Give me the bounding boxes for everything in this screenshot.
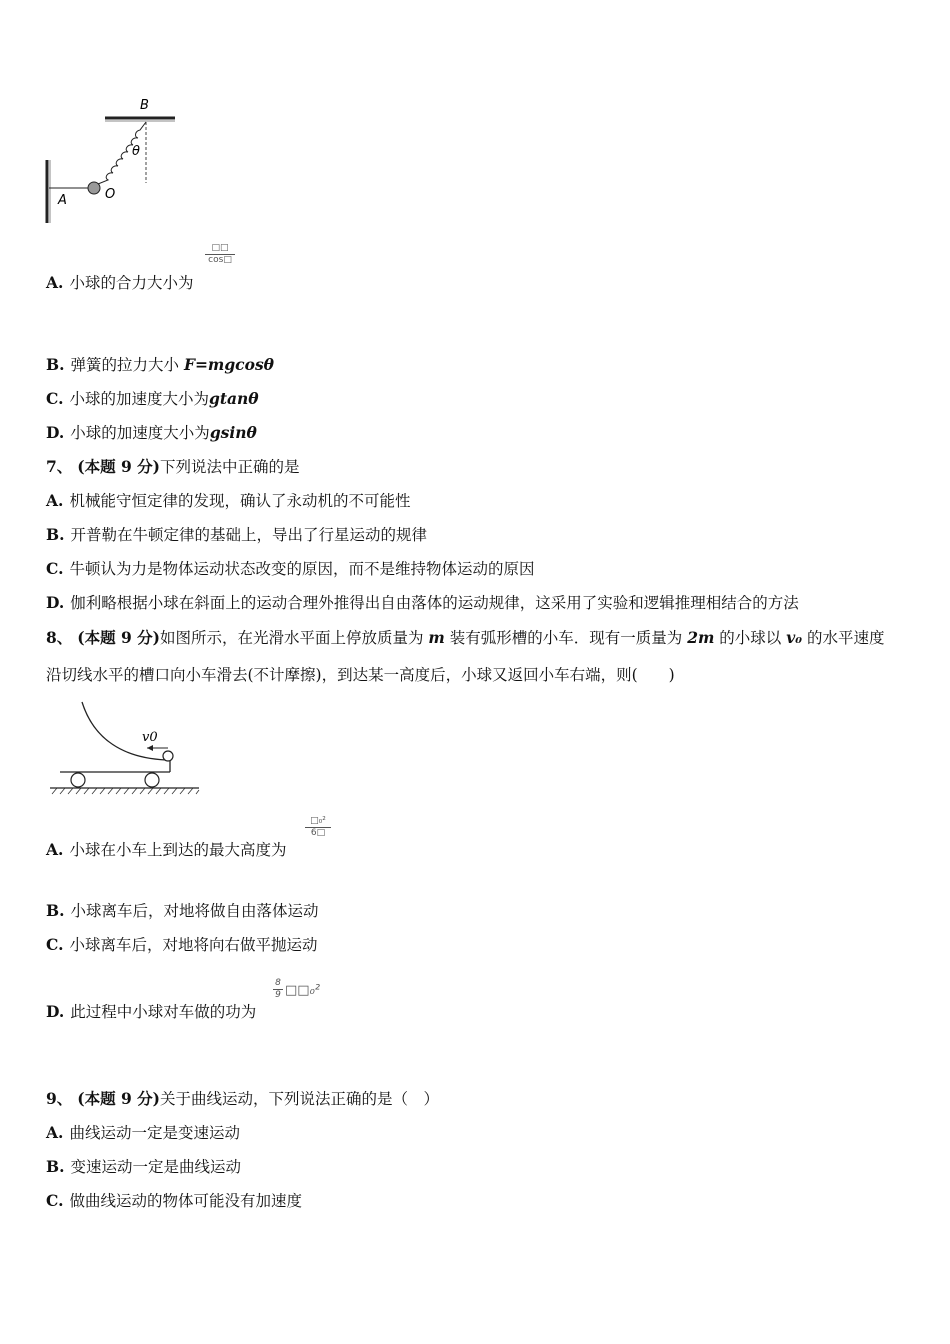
q8-option-d-expression: □□₀² bbox=[285, 983, 320, 998]
option-key: A. bbox=[46, 491, 64, 510]
option-key: D. bbox=[46, 423, 65, 442]
option-key: B. bbox=[46, 525, 65, 544]
label-o: O bbox=[105, 187, 116, 202]
question-stem: 沿切线水平的槽口向小车滑去(不计摩擦)，到达某一高度后，小球又返回小车右端，则( ) bbox=[46, 666, 675, 684]
q7-option-a bbox=[46, 491, 410, 511]
q8-option-a-fraction bbox=[305, 816, 331, 838]
option-text: 做曲线运动的物体可能没有加速度 bbox=[69, 1192, 302, 1210]
option-key: B. bbox=[46, 901, 65, 920]
question-stem: 如图所示，在光滑水平面上停放质量为 bbox=[159, 629, 429, 647]
spring-ball-figure bbox=[40, 95, 190, 230]
option-key: B. bbox=[46, 355, 65, 374]
q8-stem-line1 bbox=[46, 628, 884, 648]
option-text: 小球离车后，对地将向右做平抛运动 bbox=[69, 936, 318, 954]
question-score: (本题 9 分) bbox=[77, 1089, 160, 1108]
question-stem: 的水平速度 bbox=[802, 629, 885, 647]
q7-option-c bbox=[46, 559, 534, 579]
option-key: C. bbox=[46, 389, 64, 408]
q7-option-b bbox=[46, 525, 427, 545]
question-score: (本题 9 分) bbox=[77, 457, 160, 476]
question-number: 7、 bbox=[46, 457, 73, 476]
option-text: 小球在小车上到达的最大高度为 bbox=[69, 841, 287, 859]
q8-option-c bbox=[46, 935, 317, 955]
fraction-numerator: 8 bbox=[275, 978, 281, 988]
velocity-symbol: v₀ bbox=[786, 628, 803, 647]
q6-option-a bbox=[46, 273, 193, 293]
option-text: 小球的加速度大小为 bbox=[69, 390, 209, 408]
option-key: A. bbox=[46, 1123, 64, 1142]
q8-stem-line2 bbox=[46, 665, 675, 685]
q9-stem bbox=[46, 1089, 439, 1109]
q8-option-b bbox=[46, 901, 319, 921]
option-formula: gtanθ bbox=[208, 389, 259, 408]
mass-symbol: m bbox=[428, 628, 445, 647]
q6-option-b bbox=[46, 355, 274, 375]
option-text: 伽利略根据小球在斜面上的运动合理外推得出自由落体的运动规律，这采用了实验和逻辑推理相结合的方法 bbox=[70, 594, 799, 612]
question-stem: 装有弧形槽的小车．现有一质量为 bbox=[444, 629, 688, 647]
option-formula: F=mgcosθ bbox=[183, 355, 275, 374]
question-score: (本题 9 分) bbox=[77, 628, 160, 647]
option-text: 牛顿认为力是物体运动状态改变的原因，而不是维持物体运动的原因 bbox=[69, 560, 535, 578]
option-formula: gsinθ bbox=[209, 423, 257, 442]
question-stem: 下列说法中正确的是 bbox=[159, 458, 300, 476]
option-text: 小球的加速度大小为 bbox=[70, 424, 210, 442]
q9-option-a bbox=[46, 1123, 240, 1143]
option-text: 开普勒在牛顿定律的基础上，导出了行星运动的规律 bbox=[70, 526, 428, 544]
velocity-label: v0 bbox=[142, 730, 158, 745]
option-key: A. bbox=[46, 273, 64, 292]
option-text: 小球的合力大小为 bbox=[69, 274, 194, 292]
option-text: 变速运动一定是曲线运动 bbox=[70, 1158, 242, 1176]
option-text: 小球离车后，对地将做自由落体运动 bbox=[70, 902, 319, 920]
question-number: 8、 bbox=[46, 628, 73, 647]
fraction-denominator: cos□ bbox=[205, 254, 235, 265]
option-key: A. bbox=[46, 840, 64, 859]
question-number: 9、 bbox=[46, 1089, 73, 1108]
option-key: D. bbox=[46, 1002, 65, 1021]
cart-track-figure bbox=[44, 700, 209, 800]
q6-option-c bbox=[46, 389, 259, 409]
option-text: 此过程中小球对车做的功为 bbox=[70, 1003, 257, 1021]
q6-option-a-fraction bbox=[205, 243, 235, 265]
option-text: 机械能守恒定律的发现，确认了永动机的不可能性 bbox=[69, 492, 411, 510]
option-key: C. bbox=[46, 935, 64, 954]
option-key: D. bbox=[46, 593, 65, 612]
question-stem: 的小球以 bbox=[714, 629, 787, 647]
option-text: 曲线运动一定是变速运动 bbox=[69, 1124, 240, 1142]
q6-option-d bbox=[46, 423, 257, 443]
q8-option-d-coefficient bbox=[273, 978, 283, 1000]
fraction-denominator: 9 bbox=[273, 989, 283, 1000]
q8-option-a bbox=[46, 840, 286, 860]
option-key: C. bbox=[46, 1191, 64, 1210]
fraction-numerator: □₀² bbox=[310, 816, 326, 826]
mass-symbol: 2m bbox=[687, 628, 715, 647]
q9-option-b bbox=[46, 1157, 241, 1177]
q8-option-d bbox=[46, 1002, 256, 1022]
label-a: A bbox=[58, 193, 67, 208]
fraction-numerator: □□ bbox=[211, 243, 229, 253]
q7-stem bbox=[46, 457, 300, 477]
option-text: 弹簧的拉力大小 bbox=[70, 356, 184, 374]
q7-option-d bbox=[46, 593, 799, 613]
question-stem: 关于曲线运动，下列说法正确的是（ ） bbox=[159, 1090, 439, 1108]
option-key: C. bbox=[46, 559, 64, 578]
q9-option-c bbox=[46, 1191, 302, 1211]
fraction-denominator: 6□ bbox=[305, 827, 331, 838]
label-b: B bbox=[140, 98, 149, 113]
label-theta: θ bbox=[132, 144, 140, 159]
option-key: B. bbox=[46, 1157, 65, 1176]
